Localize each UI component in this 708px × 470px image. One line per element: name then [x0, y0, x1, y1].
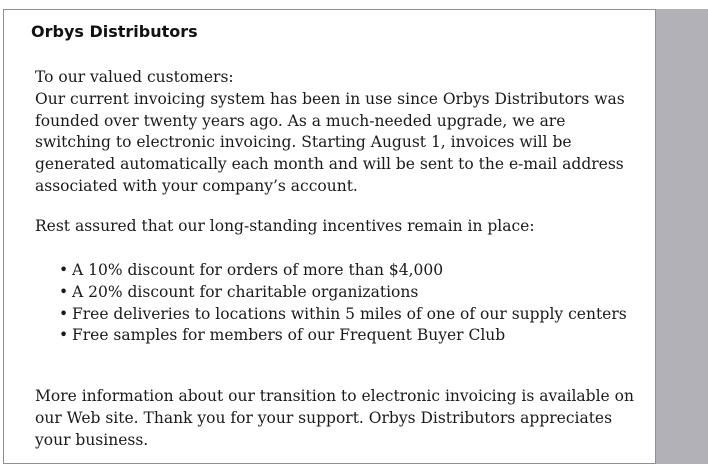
incentive-item [58, 260, 643, 282]
bullet-icon: • [59, 326, 69, 345]
bullet-icon: • [59, 282, 69, 301]
incentive-text: A 10% discount for orders of more than $4,000 [72, 261, 444, 279]
gray-side-bar [656, 9, 708, 464]
incentives-list [58, 260, 643, 347]
incentive-item [58, 282, 643, 304]
incentive-item [58, 304, 643, 326]
opening-paragraph [35, 67, 635, 198]
incentive-text: Free deliveries to locations within 5 miles of one of our supply centers [72, 304, 627, 323]
incentive-text: A 20% discount for charitable organizations [72, 282, 419, 301]
bullet-icon: • [59, 304, 69, 323]
notice-heading: Orbys Distributors [31, 22, 198, 41]
greeting-line: To our valued customers: [35, 68, 234, 86]
invoicing-paragraph: Our current invoicing system has been in use since Orbys Distributors was founded over twenty years ago. As a much-needed upgrade, we are switching to electronic invoicing. Starting August 1, invoices will be generated automatically each month and will be sent to the e-mail address associated with your company’s account. [35, 89, 625, 195]
incentives-intro: Rest assured that our long-standing incentives remain in place: [35, 217, 535, 235]
bullet-icon: • [59, 261, 69, 279]
incentive-text: Free samples for members of our Frequent Buyer Club [72, 326, 506, 345]
incentive-item [58, 325, 643, 347]
closing-paragraph: More information about our transition to electronic invoicing is available on our Web site. Thank you for your support. Orbys Distributors appreciates your business. [35, 387, 634, 449]
